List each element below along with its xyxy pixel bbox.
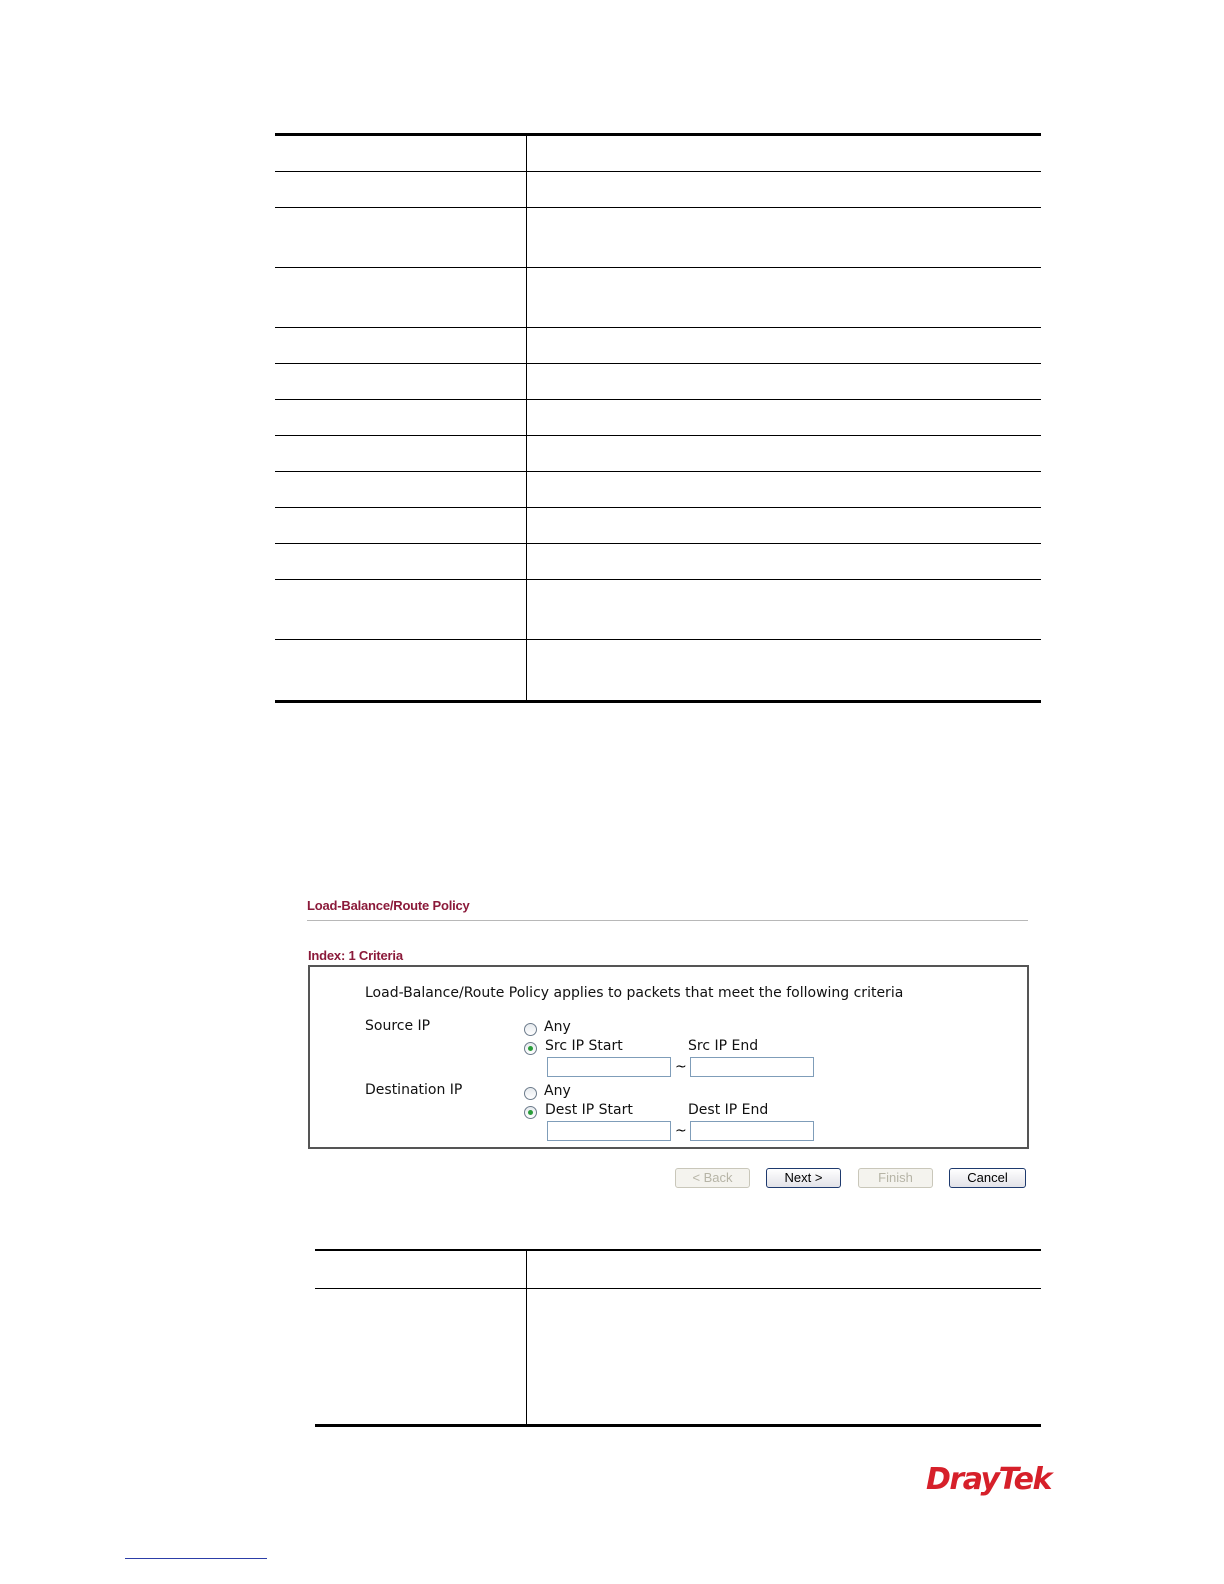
table-row: [315, 1251, 1041, 1289]
cancel-button[interactable]: Cancel: [949, 1168, 1026, 1188]
table-row: [315, 1289, 1041, 1424]
next-button[interactable]: Next >: [766, 1168, 841, 1188]
dest-ip-start-label: Dest IP Start: [545, 1102, 633, 1118]
table-row: [275, 472, 1041, 508]
src-ip-end-label: Src IP End: [688, 1038, 759, 1054]
table-row: [275, 364, 1041, 400]
range-separator: ~: [675, 1123, 687, 1139]
draytek-logo: DrayTek: [926, 1462, 1051, 1497]
table-row: [275, 400, 1041, 436]
table-row: [275, 328, 1041, 364]
title-divider: [307, 920, 1028, 921]
page-title: Load-Balance/Route Policy: [307, 898, 470, 913]
destination-ip-label: Destination IP: [365, 1082, 463, 1098]
finish-button[interactable]: Finish: [858, 1168, 933, 1188]
source-ip-label: Source IP: [365, 1018, 431, 1034]
table-row: [275, 268, 1041, 328]
table-row: [275, 172, 1041, 208]
bottom-table: [315, 1249, 1041, 1427]
table-row: [275, 580, 1041, 640]
table-row: [275, 436, 1041, 472]
section-heading: Index: 1 Criteria: [308, 948, 403, 963]
src-ip-end-input[interactable]: [690, 1057, 814, 1077]
source-range-radio[interactable]: [524, 1042, 537, 1055]
destination-any-label: Any: [544, 1083, 571, 1099]
src-ip-start-input[interactable]: [547, 1057, 671, 1077]
destination-range-radio[interactable]: [524, 1106, 537, 1119]
top-table: [275, 133, 1041, 703]
table-row: [275, 640, 1041, 700]
range-separator: ~: [675, 1059, 687, 1075]
dest-ip-end-input[interactable]: [690, 1121, 814, 1141]
back-button[interactable]: < Back: [675, 1168, 750, 1188]
dest-ip-end-label: Dest IP End: [688, 1102, 769, 1118]
footer-divider: [125, 1558, 267, 1559]
table-row: [275, 544, 1041, 580]
dest-ip-start-input[interactable]: [547, 1121, 671, 1141]
source-any-label: Any: [544, 1019, 571, 1035]
criteria-description: Load-Balance/Route Policy applies to packets that meet the following criteria: [365, 985, 904, 1001]
destination-any-radio[interactable]: [524, 1087, 537, 1100]
table-row: [275, 508, 1041, 544]
table-row: [275, 208, 1041, 268]
table-row: [275, 136, 1041, 172]
src-ip-start-label: Src IP Start: [545, 1038, 623, 1054]
source-any-radio[interactable]: [524, 1023, 537, 1036]
